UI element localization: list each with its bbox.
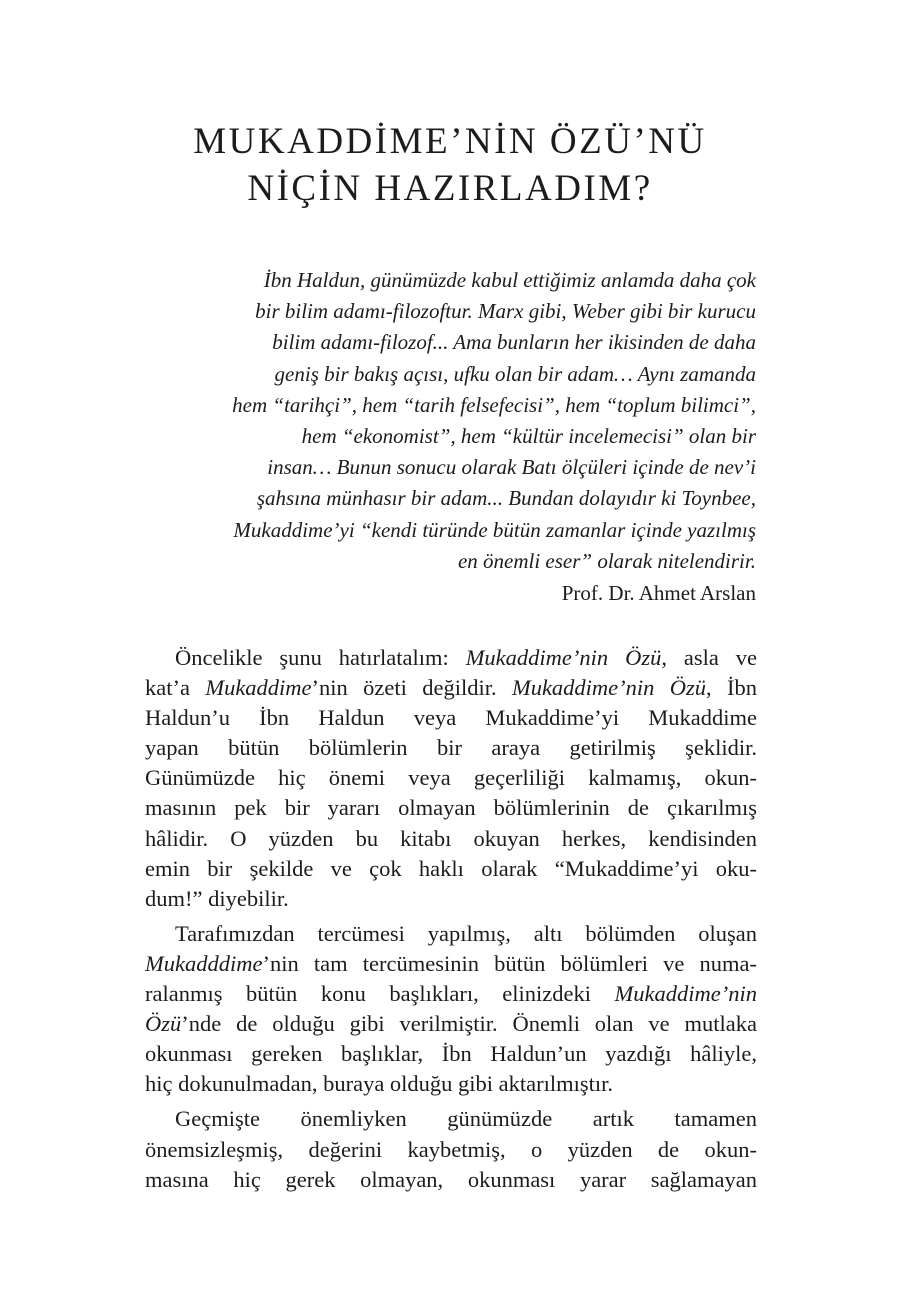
body-text-run: kat’a	[145, 675, 206, 701]
body-line	[145, 824, 757, 854]
italic-title-text: Mukaddime’nin Özü	[511, 675, 707, 701]
body-text	[145, 643, 757, 1200]
body-line	[145, 854, 757, 884]
body-text-run: masına hiç gerek olmayan, okunması yarar sağlamayan	[145, 1166, 757, 1192]
body-line	[145, 949, 757, 979]
body-text-run: Geçmişte önemliyken günümüzde artık tamamen	[175, 1106, 757, 1132]
body-line	[145, 643, 757, 673]
italic-title-text: Mukaddime	[205, 675, 312, 701]
body-text-run: Tarafımızdan tercümesi yapılmış, altı bölümden oluşan	[175, 920, 757, 946]
body-line	[145, 763, 757, 793]
epigraph-line: hem “ekonomist”, hem “kültür incelemecisi” olan bir	[301, 424, 756, 449]
italic-title-text: Mukaddime’nin	[614, 981, 757, 1007]
body-text-run: , İbn	[706, 675, 758, 701]
epigraph-line: insan… Bunun sonucu olarak Batı ölçüleri içinde de nev’i	[267, 455, 756, 480]
epigraph-line: hem “tarihçi”, hem “tarih felsefecisi”, hem “toplum bilimci”,	[232, 392, 756, 417]
body-text-run: Günümüzde hiç önemi veya geçerliliği kalmamış, okun-	[145, 765, 757, 791]
body-paragraph	[145, 1104, 757, 1194]
body-text-run: ralanmış bütün konu başlıkları, elinizdeki	[145, 981, 615, 1007]
body-text-run: yapan bütün bölümlerin bir araya getirilmiş şeklidir.	[145, 735, 757, 761]
body-line	[145, 1069, 757, 1099]
epigraph-line: bilim adamı-filozof... Ama bunların her ikisinden de daha	[272, 330, 756, 355]
body-text-run: hiç dokunulmadan, buraya olduğu gibi aktarılmıştır.	[145, 1071, 614, 1097]
body-text-run: okunması gereken başlıklar, İbn Haldun’un yazdığı hâliyle,	[145, 1041, 757, 1067]
body-text-run: , asla ve	[661, 645, 758, 670]
epigraph-line: Mukaddime’yi “kendi türünde bütün zamanlar içinde yazılmış	[233, 517, 756, 542]
body-line	[145, 703, 757, 733]
body-text-run: önemsizleşmiş, değerini kaybetmiş, o yüzden de okun-	[145, 1136, 757, 1162]
epigraph-line: en önemli eser” olarak nitelendirir.	[457, 548, 756, 573]
body-line	[145, 733, 757, 763]
epigraph-line: geniş bir bakış açısı, ufku olan bir adam… Aynı zamanda	[274, 361, 756, 386]
body-text-run: Öncelikle şunu hatırlatalım:	[175, 645, 466, 670]
body-text-run: hâlidir. O yüzden bu kitabı okuyan herkes, kendisinden	[145, 825, 757, 851]
body-paragraph	[145, 643, 757, 914]
body-line	[145, 1104, 757, 1134]
italic-title-text: Mukadddime	[145, 950, 263, 976]
body-line	[145, 1009, 757, 1039]
chapter-title-line-2: NİÇİN HAZIRLADIM?	[247, 168, 653, 209]
body-text-run: dum!” diyebilir.	[145, 885, 289, 911]
epigraph-line: bir bilim adamı-filozoftur. Marx gibi, Weber gibi bir kurucu	[255, 299, 756, 324]
epigraph-line: İbn Haldun, günümüzde kabul ettiğimiz anlamda daha çok	[263, 268, 756, 292]
body-line	[145, 673, 757, 703]
body-text-run: Haldun’u İbn Haldun veya Mukaddime’yi Mukaddime	[145, 705, 757, 731]
body-line	[145, 884, 757, 914]
body-line	[145, 1165, 757, 1195]
body-line	[145, 1135, 757, 1165]
body-line	[145, 919, 757, 949]
epigraph-line: şahsına münhasır bir adam... Bundan dolayıdır ki Toynbee,	[256, 486, 756, 511]
body-text-run: ’nin tam tercümesinin bütün bölümleri ve numa-	[262, 950, 757, 976]
body-text-run: ’nde de olduğu gibi verilmiştir. Önemli olan ve mutlaka	[181, 1011, 757, 1037]
body-text-run: emin bir şekilde ve çok haklı olarak “Mukaddime’yi oku-	[145, 855, 757, 881]
chapter-title	[0, 118, 900, 212]
italic-title-text: Mukaddime’nin Özü	[465, 645, 662, 670]
chapter-title-line-1: MUKADDİME’NİN ÖZÜ’NÜ	[193, 121, 707, 162]
body-line	[145, 793, 757, 823]
body-paragraph	[145, 919, 757, 1100]
epigraph-quote	[150, 265, 756, 577]
epigraph-attribution: Prof. Dr. Ahmet Arslan	[561, 581, 756, 605]
body-text-run: ’nin özeti değildir.	[311, 675, 512, 701]
body-text-run: masının pek bir yararı olmayan bölümlerinin de çıkarılmış	[145, 795, 757, 821]
italic-title-text: Özü	[145, 1011, 182, 1037]
body-line	[145, 979, 757, 1009]
body-line	[145, 1039, 757, 1069]
